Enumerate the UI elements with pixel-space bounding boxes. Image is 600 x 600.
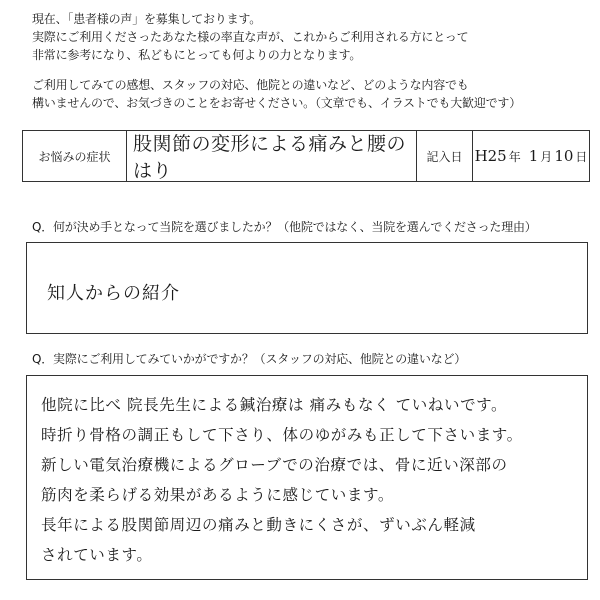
intro-line: 現在、「患者様の声」を募集しております。 bbox=[32, 12, 262, 26]
intro-text bbox=[32, 10, 592, 112]
date-month-unit: 月 bbox=[540, 149, 553, 164]
date-month: 1 bbox=[528, 147, 539, 165]
answer-2-line: 他院に比べ 院長先生による鍼治療は 痛みもなく ていねいです。 bbox=[41, 396, 508, 414]
intro-line: 実際にご利用くださったあなた様の率直な声が、これからご利用される方にとって bbox=[32, 30, 469, 44]
intro-line: 構いませんので、お気づきのことをお寄せください。（文章でも、イラストでも大歓迎です） bbox=[32, 96, 522, 110]
answer-2-line: されています。 bbox=[41, 546, 153, 564]
answer-2-line: 新しい電気治療機によるグローブでの治療では、骨に近い深部の bbox=[41, 456, 508, 474]
answer-1: 知人からの紹介 bbox=[47, 283, 180, 304]
date-value bbox=[473, 131, 589, 181]
date-day-unit: 日 bbox=[575, 149, 588, 164]
intro-line: 非常に参考になり、私どもにとっても何よりの力となります。 bbox=[32, 48, 362, 62]
symptom-row bbox=[22, 130, 590, 182]
answer-2 bbox=[41, 390, 581, 570]
answer-box-2 bbox=[26, 375, 588, 580]
date-day: 10 bbox=[554, 147, 574, 165]
question-2: Q．実際にご利用してみていかがですか？（スタッフの対応、他院との違いなど） bbox=[32, 352, 467, 366]
answer-2-line: 時折り骨格の調正もして下さり、体のゆがみも正して下さいます。 bbox=[41, 426, 523, 444]
date-label: 記入日 bbox=[417, 131, 473, 181]
date-year-unit: 年 bbox=[508, 149, 521, 164]
question-1: Q．何が決め手となって当院を選びましたか？（他院ではなく、当院を選んでくださった理由） bbox=[32, 220, 537, 234]
answer-2-line: 長年による股関節周辺の痛みと動きにくさが、ずいぶん軽減 bbox=[41, 516, 476, 534]
answer-2-line: 筋肉を柔らげる効果があるように感じています。 bbox=[41, 486, 394, 504]
answer-box-1 bbox=[26, 242, 588, 334]
date-year: H25 bbox=[474, 147, 507, 165]
symptom-value: 股関節の変形による痛みと腰のはり bbox=[127, 131, 417, 181]
symptom-label: お悩みの症状 bbox=[23, 131, 127, 181]
intro-line: ご利用してみての感想、スタッフの対応、他院との違いなど、どのような内容でも bbox=[32, 78, 469, 92]
